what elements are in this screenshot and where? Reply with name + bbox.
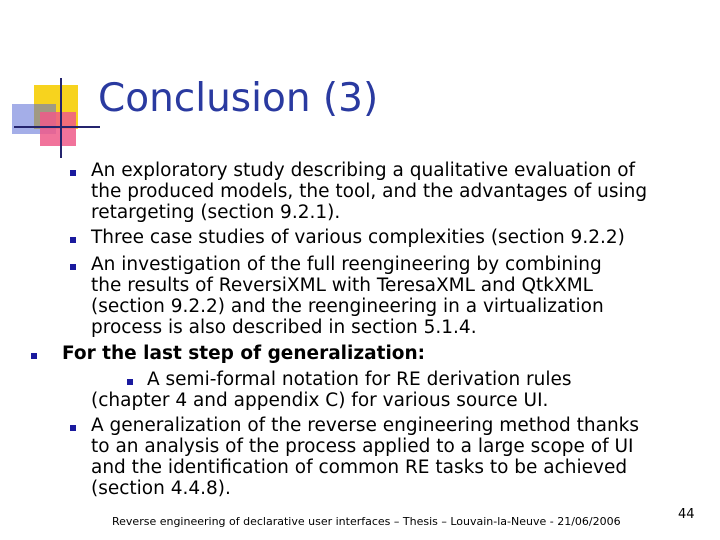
slide-title: Conclusion (3) — [98, 76, 379, 121]
bullet-square-icon — [70, 425, 76, 431]
bullet-square-icon — [70, 264, 76, 270]
list-item-heading: For the last step of generalization: — [62, 343, 426, 364]
list-item-text: A semi-formal notation for RE derivation rules (chapter 4 and appendix C) for various source UI. — [91, 369, 572, 411]
list-item-text: Three case studies of various complexities (section 9.2.2) — [91, 227, 625, 248]
bullet-square-icon — [70, 170, 76, 176]
list-item-text: A generalization of the reverse engineering method thanks to an analysis of the process applied to a large scope of UI and the identification of common RE tasks to be achieved (section 4.4.8). — [91, 415, 640, 499]
bullet-square-icon — [31, 353, 37, 359]
logo-pink-block — [40, 112, 76, 146]
slide-footer: Reverse engineering of declarative user interfaces – Thesis – Louvain-la-Neuve - 21/06/2006 — [112, 515, 621, 528]
page-number: 44 — [678, 507, 695, 522]
logo-vertical-line — [60, 78, 62, 158]
bullet-square-icon — [70, 237, 76, 243]
list-item-text: An exploratory study describing a qualitative evaluation of the produced models, the tool, and the advantages of using retargeting (section 9.2.1). — [91, 160, 648, 223]
logo-horizontal-line — [14, 126, 100, 128]
list-item-text: An investigation of the full reengineering by combining the results of ReversiXML with TeresaXML and QtkXML (section 9.2.2) and the reengineering in a virtualization process is also described in section 5.1.4. — [91, 254, 604, 338]
